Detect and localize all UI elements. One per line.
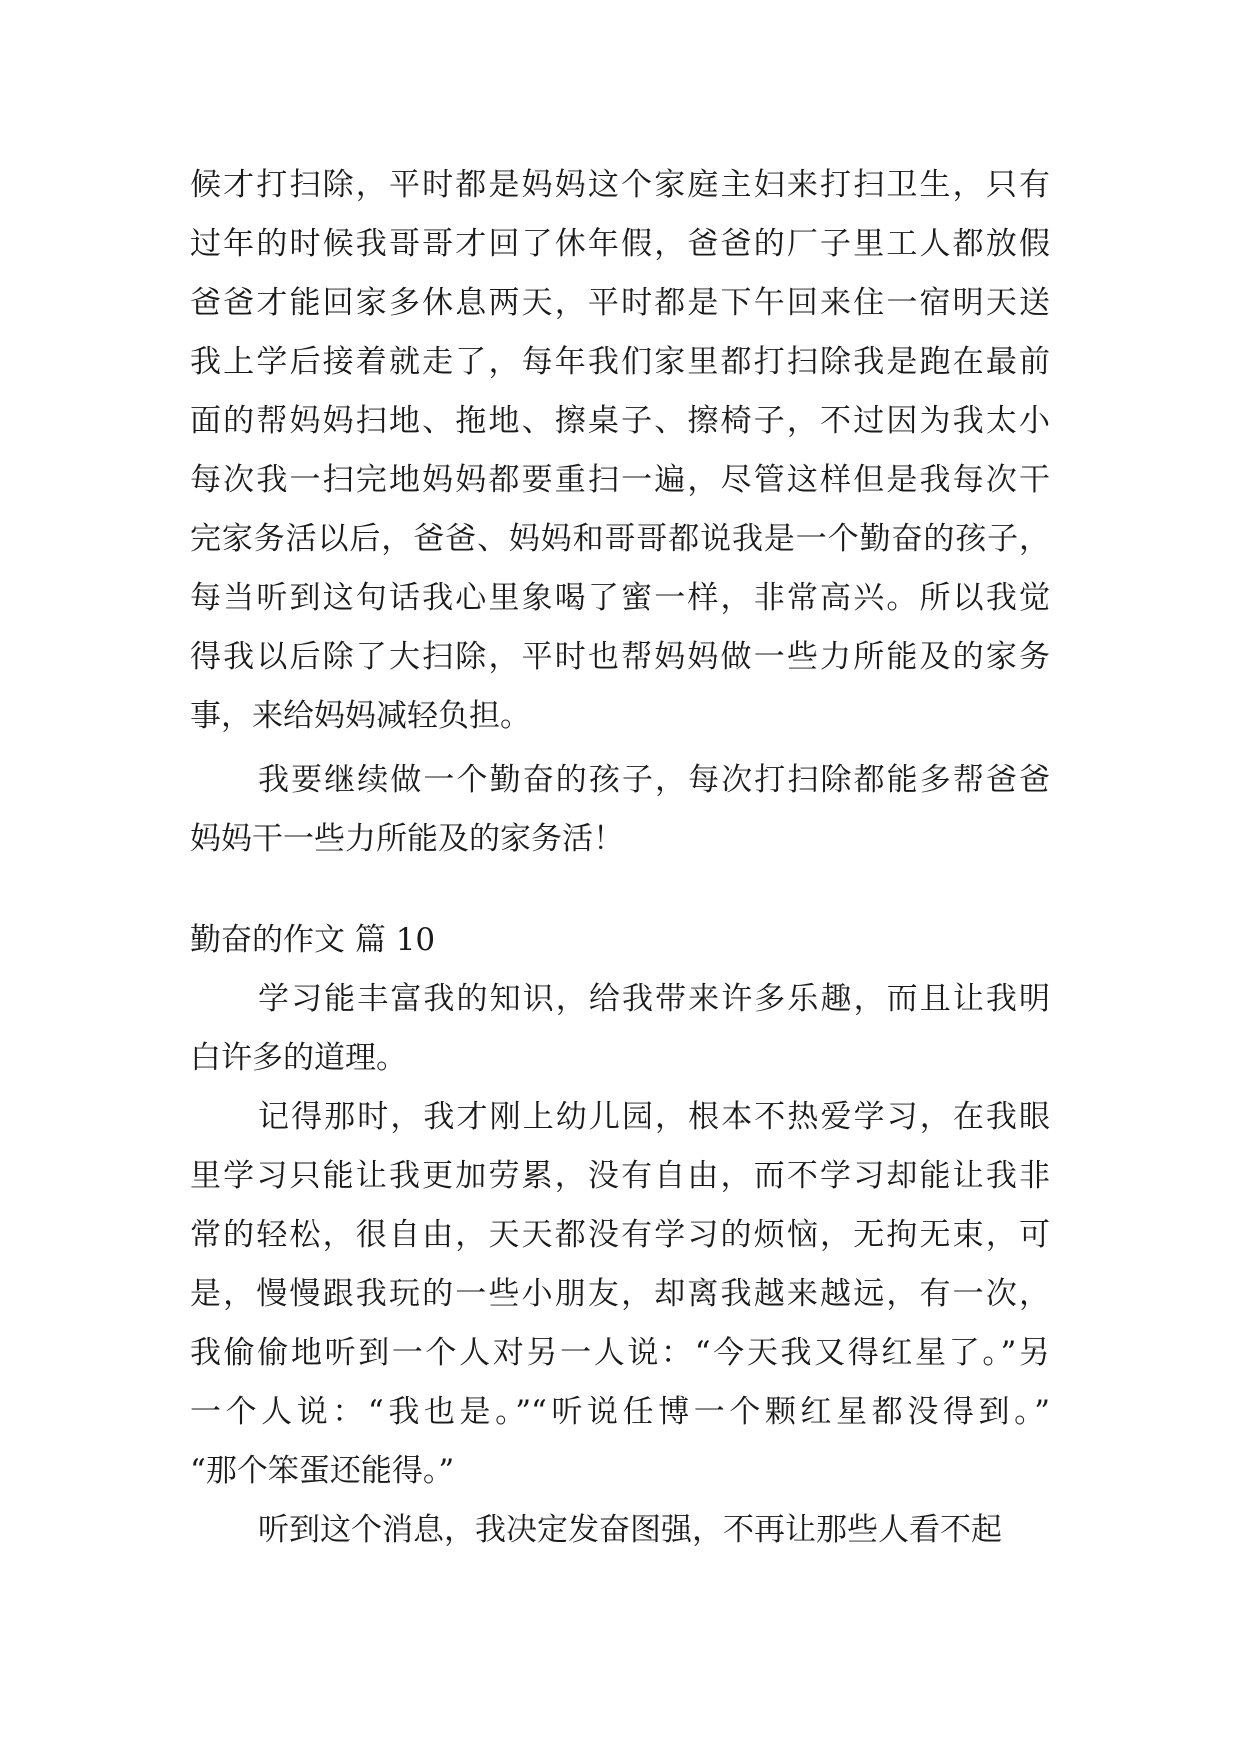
text-line: 面的帮妈妈扫地、拖地、擦桌子、擦椅子，不过因为我太小 [190,403,1050,439]
text-line: 爸爸才能回家多休息两天，平时都是下午回来住一宿明天送 [190,285,1050,321]
text-line: “那个笨蛋还能得。” [190,1453,455,1489]
text-line: 学习能丰富我的知识，给我带来许多乐趣，而且让我明 [258,981,1050,1017]
paragraph-conclusion [190,751,1050,869]
paragraph-continued [190,156,1050,746]
text-line: 一个人说：“我也是。”“听说任博一个颗红星都没得到。” [190,1394,1050,1430]
text-line: 候才打扫除，平时都是妈妈这个家庭主妇来打扫卫生，只有 [190,167,1050,203]
text-line: 记得那时，我才刚上幼儿园，根本不热爱学习，在我眼 [258,1099,1050,1135]
text-line: 得我以后除了大扫除，平时也帮妈妈做一些力所能及的家务 [190,639,1050,675]
text-line: 妈妈干一些力所能及的家务活！ [190,821,624,857]
text-line: 每当听到这句话我心里象喝了蜜一样，非常高兴。所以我觉 [190,580,1050,616]
text-line: 完家务活以后，爸爸、妈妈和哥哥都说我是一个勤奋的孩子， [190,521,1050,557]
text-line: 是，慢慢跟我玩的一些小朋友，却离我越来越远，有一次， [190,1276,1050,1312]
text-line: 听到这个消息，我决定发奋图强，不再让那些人看不起 [258,1512,1002,1548]
section-title: 勤奋的作文 篇 10 [190,922,436,958]
text-line: 我要继续做一个勤奋的孩子，每次打扫除都能多帮爸爸 [258,762,1050,798]
text-line: 里学习只能让我更加劳累，没有自由，而不学习却能让我非 [190,1158,1050,1194]
text-line: 过年的时候我哥哥才回了休年假，爸爸的厂子里工人都放假 [190,226,1050,262]
text-line: 我偷偷地听到一个人对另一人说：“今天我又得红星了。”另 [190,1335,1050,1371]
text-line: 每次我一扫完地妈妈都要重扫一遍，尽管这样但是我每次干 [190,462,1050,498]
section-body [190,970,1050,1560]
text-line: 常的轻松，很自由，天天都没有学习的烦恼，无拘无束，可 [190,1217,1050,1253]
text-line: 白许多的道理。 [190,1040,407,1076]
text-line: 我上学后接着就走了，每年我们家里都打扫除我是跑在最前 [190,344,1050,380]
text-line: 事，来给妈妈减轻负担。 [190,698,531,734]
